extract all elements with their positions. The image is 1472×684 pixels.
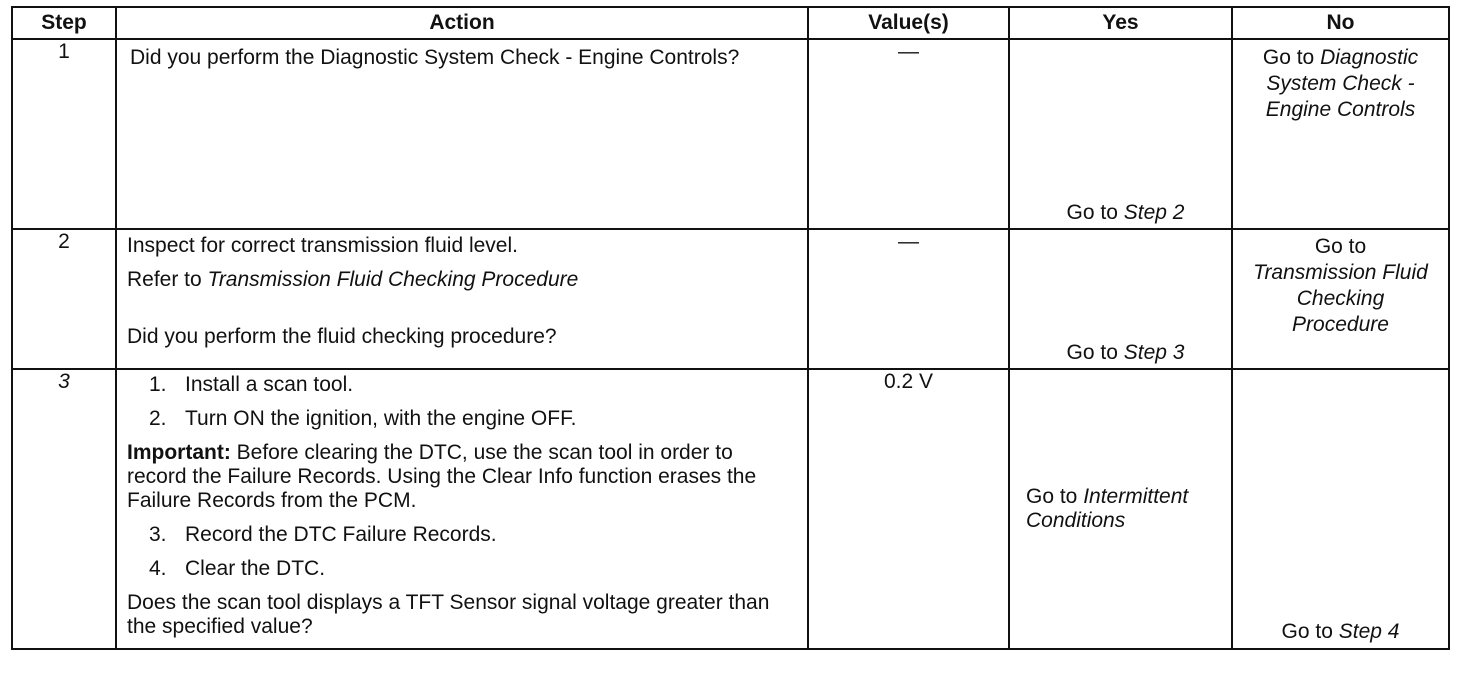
refer-link[interactable]: Transmission Fluid Checking Procedure [207, 268, 579, 291]
list-item: 1. Install a scan tool. [149, 373, 354, 396]
no-prefix: Go to [1281, 620, 1339, 643]
action-refer [127, 268, 797, 292]
value-cell: — [808, 39, 1009, 229]
yes-link[interactable]: Intermittent Conditions [1026, 485, 1189, 532]
action-cell [116, 39, 808, 229]
yes-prefix: Go to [1066, 341, 1124, 364]
no-prefix: Go to [1314, 235, 1367, 258]
header-action: Action [116, 7, 808, 39]
important-note [127, 441, 787, 513]
no-cell [1232, 369, 1449, 649]
no-cell [1232, 39, 1449, 229]
action-instruction: Inspect for correct transmission fluid level. [127, 234, 518, 257]
value-cell: — [808, 229, 1009, 369]
yes-prefix: Go to [1066, 201, 1124, 224]
no-link[interactable]: Diagnostic System Check - Engine Controls [1265, 46, 1419, 121]
no-link[interactable]: Step 4 [1338, 620, 1400, 643]
header-yes: Yes [1009, 7, 1232, 39]
no-cell [1232, 229, 1449, 369]
step-number: 2 [12, 229, 116, 369]
no-link[interactable]: Transmission Fluid Checking Procedure [1253, 261, 1428, 336]
table-row [12, 369, 1449, 649]
list-item: 2. Turn ON the ignition, with the engine OFF. [149, 407, 577, 430]
no-prefix: Go to [1262, 46, 1321, 69]
yes-link[interactable]: Step 2 [1123, 201, 1185, 224]
header-row [12, 7, 1449, 39]
list-item: 3. Record the DTC Failure Records. [149, 523, 497, 546]
header-step: Step [12, 7, 116, 39]
action-question: Does the scan tool displays a TFT Sensor signal voltage greater than the specified value? [127, 591, 770, 638]
yes-link[interactable]: Step 3 [1123, 341, 1185, 364]
yes-cell [1009, 39, 1232, 229]
yes-prefix: Go to [1026, 485, 1084, 508]
yes-cell [1009, 369, 1232, 649]
diagnostic-table [11, 6, 1450, 650]
header-values: Value(s) [808, 7, 1009, 39]
table-row [12, 39, 1449, 229]
step-number: 1 [12, 39, 116, 229]
action-question: Did you perform the fluid checking procedure? [127, 325, 557, 348]
refer-prefix: Refer to [127, 268, 208, 291]
yes-cell [1009, 229, 1232, 369]
important-label: Important: [127, 441, 231, 464]
action-cell [116, 369, 808, 649]
list-item: 4. Clear the DTC. [149, 557, 326, 580]
table-row [12, 229, 1449, 369]
action-question: Did you perform the Diagnostic System Check - Engine Controls? [130, 46, 740, 69]
step-number: 3 [12, 369, 116, 649]
important-text: Before clearing the DTC, use the scan tool in order to record the Failure Records. Using the Clear Info function erases the Failure Records from the PCM. [127, 441, 757, 512]
action-cell [116, 229, 808, 369]
value-cell: 0.2 V [808, 369, 1009, 649]
header-no: No [1232, 7, 1449, 39]
